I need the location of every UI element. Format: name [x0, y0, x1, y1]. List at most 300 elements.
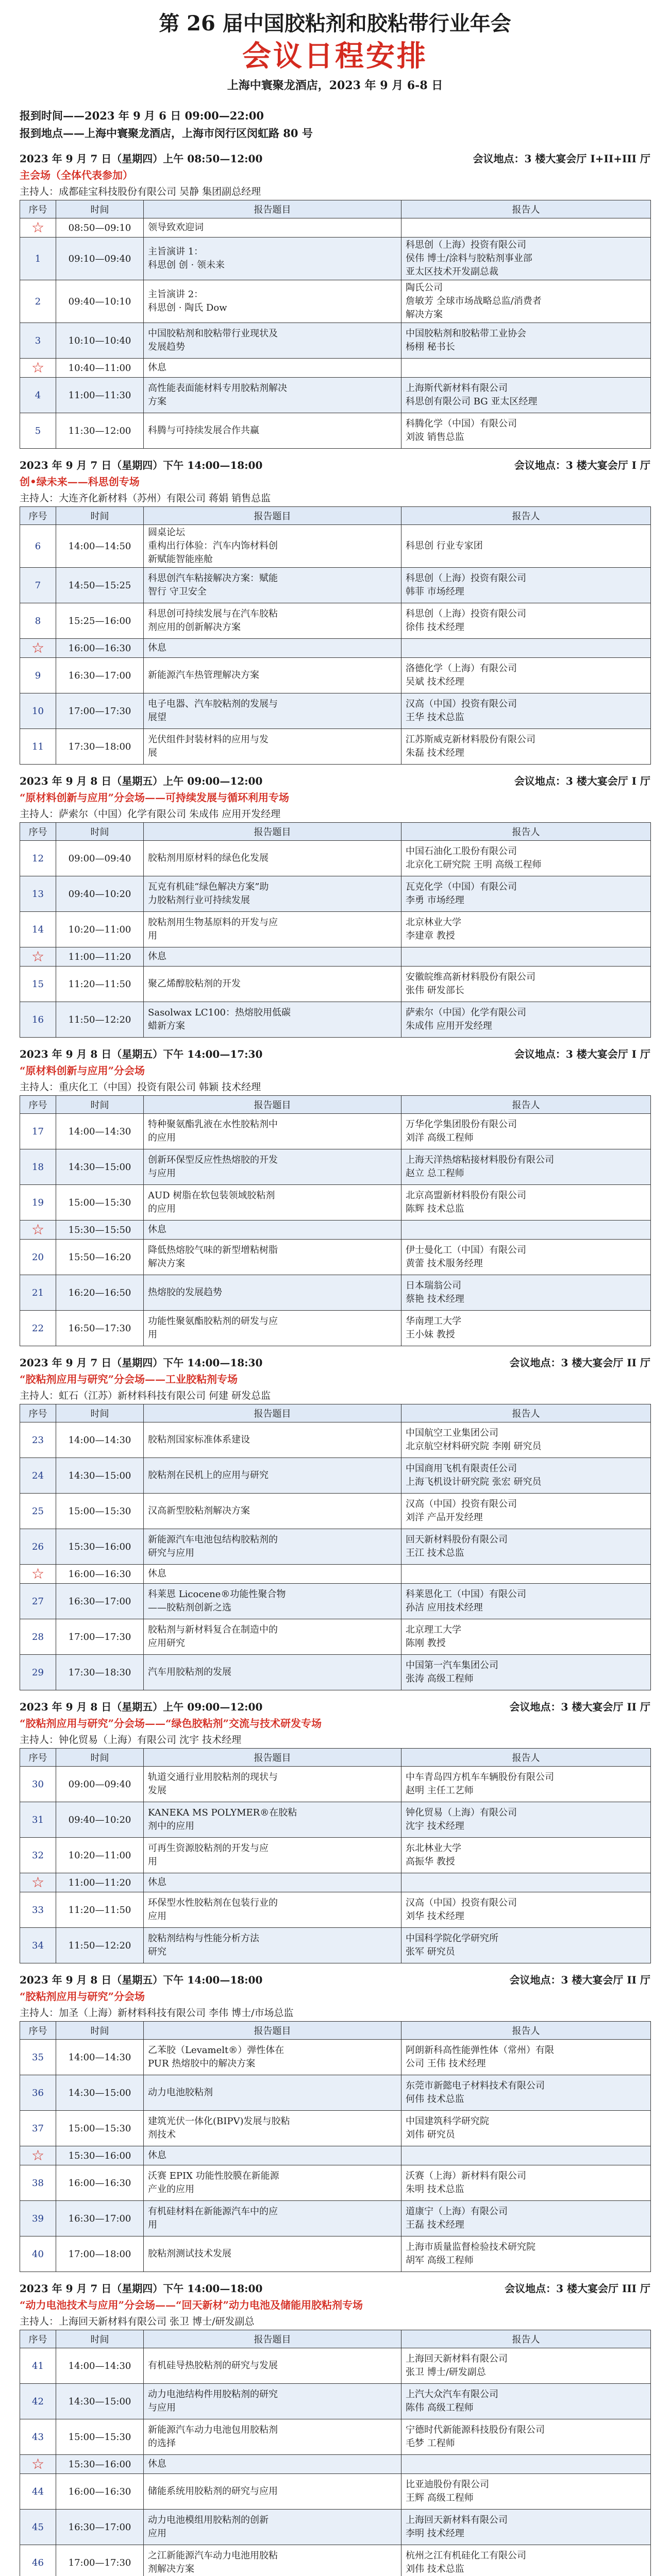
table-row [20, 1767, 651, 1802]
column-header: 序号 [20, 1096, 56, 1114]
speaker-line: 沃赛（上海）新材料有限公司 [406, 2171, 526, 2181]
row-topic [144, 1892, 401, 1928]
speaker-line: 比亚迪股份有限公司 [406, 2479, 489, 2490]
column-header: 报告题目 [144, 507, 401, 525]
topic-line: 的应用 [148, 1132, 176, 1143]
row-time: 16:30—17:00 [56, 2510, 144, 2545]
speaker-line: 赵明 主任工艺师 [406, 1785, 474, 1796]
topic-line: 发展 [148, 1785, 166, 1796]
table-row [20, 947, 651, 967]
row-topic [144, 359, 401, 378]
speaker-line: 中国石油化工股份有限公司 [406, 846, 517, 857]
row-topic [144, 876, 401, 912]
schedule-table [20, 822, 651, 1038]
session-block [0, 150, 670, 457]
row-number [20, 218, 56, 238]
table-header-row [20, 200, 651, 218]
speaker-line: 科思创（上海）投资有限公司 [406, 608, 526, 619]
row-number [20, 1494, 56, 1529]
topic-line: 产业的应用 [148, 2184, 194, 2195]
row-number [20, 2455, 56, 2474]
schedule-title: 会议日程安排 [242, 39, 428, 73]
row-speaker [401, 2384, 651, 2419]
topic-line: 汉高新型胶粘剂解决方案 [148, 1505, 250, 1516]
row-index: 39 [32, 2213, 44, 2224]
topic-line: ——胶粘剂创新之选 [148, 1602, 231, 1613]
row-speaker [401, 280, 651, 323]
speaker-line: 刘华 技术经理 [406, 1911, 464, 1922]
row-index: 44 [32, 2486, 44, 2497]
row-speaker [401, 2455, 651, 2474]
row-time: 15:50—16:20 [56, 1240, 144, 1275]
row-number [20, 1584, 56, 1619]
row-number [20, 378, 56, 413]
table-row [20, 2510, 651, 2545]
row-number [20, 238, 56, 280]
speaker-line: 刘伟 技术总监 [406, 2564, 464, 2574]
session-place: 会议地点：3 楼大宴会厅 I 厅 [514, 775, 650, 787]
row-topic [144, 603, 401, 639]
row-topic [144, 1928, 401, 1963]
session-place: 会议地点：3 楼大宴会厅 II 厅 [509, 1974, 650, 1986]
row-speaker [401, 693, 651, 729]
topic-line: 主旨演讲 2： [148, 289, 204, 300]
speaker-line: 王华 技术总监 [406, 712, 464, 723]
session-time [0, 1046, 670, 1062]
schedule-table [20, 506, 651, 765]
column-header: 时间 [56, 200, 144, 218]
speaker-line: 张军 研究员 [406, 1946, 455, 1957]
row-speaker [401, 1655, 651, 1690]
row-time: 14:00—14:30 [56, 2040, 144, 2075]
topic-line: 用 [148, 930, 157, 941]
row-speaker [401, 1458, 651, 1494]
row-time: 16:00—16:30 [56, 1565, 144, 1584]
row-time: 10:10—10:40 [56, 323, 144, 359]
session-chair: 主持人：大连齐化新材料（苏州）有限公司 蒋娟 销售总监 [20, 493, 271, 504]
session-time [0, 2280, 670, 2297]
row-index: 18 [32, 1161, 44, 1173]
row-speaker [401, 218, 651, 238]
speaker-line: 宁德时代新能源科技股份有限公司 [406, 2425, 545, 2435]
topic-line: 新能源汽车动力电池包用胶粘剂 [148, 2425, 278, 2435]
row-speaker [401, 1802, 651, 1838]
topic-line: 剂中的应用 [148, 1821, 194, 1832]
topic-line: 剂解决方案 [148, 2564, 194, 2574]
row-speaker [401, 378, 651, 413]
row-topic [144, 2474, 401, 2510]
speaker-line: 阿朗新科高性能弹性体（常州）有限 [406, 2045, 554, 2056]
table-row [20, 2545, 651, 2576]
table-row [20, 238, 651, 280]
topic-line: 休息 [148, 362, 166, 373]
session-place: 会议地点：3 楼大宴会厅 II 厅 [509, 1357, 650, 1369]
row-speaker [401, 639, 651, 658]
topic-line: AUD 树脂在软包装领域胶粘剂 [148, 1190, 275, 1201]
session-place: 会议地点：3 楼大宴会厅 II 厅 [509, 1701, 650, 1713]
session-track: “原材料创新与应用”分会场——可持续发展与循环利用专场 [20, 791, 290, 804]
row-speaker [401, 2474, 651, 2510]
speaker-line: 刘洋 高级工程师 [406, 1132, 474, 1143]
row-topic [144, 693, 401, 729]
column-header: 报告题目 [144, 2022, 401, 2040]
row-time: 09:40—10:20 [56, 1802, 144, 1838]
speaker-line: 杭州之江有机硅化工有限公司 [406, 2550, 526, 2561]
topic-line: 方案 [148, 396, 166, 407]
speaker-line: 杨栩 秘书长 [406, 342, 455, 352]
row-topic [144, 1565, 401, 1584]
row-number [20, 1802, 56, 1838]
speaker-line: 万华化学集团股份有限公司 [406, 1119, 517, 1130]
row-index: 6 [35, 540, 41, 552]
table-row [20, 729, 651, 765]
speaker-line: 沈宇 技术经理 [406, 1821, 464, 1832]
topic-line: 重构出行体验：汽车内饰材料创 [148, 540, 278, 551]
topic-line: 高性能表面能材料专用胶粘剂解决 [148, 383, 287, 394]
row-topic [144, 2384, 401, 2419]
topic-line: 主旨演讲 1： [148, 246, 204, 257]
topic-line: 瓦克有机硅“绿色解决方案”助 [148, 882, 269, 892]
row-speaker [401, 323, 651, 359]
row-time: 08:50—09:10 [56, 218, 144, 238]
row-number [20, 841, 56, 876]
speaker-line: 中国第一汽车集团公司 [406, 1660, 498, 1671]
speaker-line: 高振华 教授 [406, 1856, 455, 1867]
row-index: 13 [32, 888, 44, 900]
row-speaker [401, 1928, 651, 1963]
speaker-line: 陈伟 高级工程师 [406, 2402, 474, 2413]
row-number [20, 2165, 56, 2201]
column-header: 序号 [20, 507, 56, 525]
sessions-container [0, 150, 670, 2576]
row-index: 27 [32, 1596, 44, 1607]
row-speaker [401, 2236, 651, 2272]
row-topic [144, 2075, 401, 2111]
session-date: 2023 年 9 月 8 日（星期五）上午 09:00—12:00 [20, 775, 263, 787]
table-header-row [20, 2022, 651, 2040]
row-topic [144, 323, 401, 359]
row-speaker [401, 603, 651, 639]
session-date: 2023 年 9 月 7 日（星期四）下午 14:00—18:00 [20, 2282, 263, 2295]
row-number [20, 2474, 56, 2510]
row-number [20, 639, 56, 658]
speaker-line: 华南理工大学 [406, 1316, 461, 1327]
row-speaker [401, 2348, 651, 2384]
row-number [20, 2075, 56, 2111]
topic-line: 应用研究 [148, 1638, 185, 1649]
row-topic [144, 947, 401, 967]
row-speaker [401, 238, 651, 280]
row-topic [144, 1767, 401, 1802]
speaker-line: 张卫 博士/研发副总 [406, 2367, 486, 2378]
row-number [20, 2111, 56, 2146]
speaker-line: 回天新材料股份有限公司 [406, 1534, 508, 1545]
row-speaker [401, 912, 651, 947]
row-time: 14:30—15:00 [56, 2384, 144, 2419]
row-topic [144, 2111, 401, 2146]
topic-line: 科思创 · 陶氏 Dow [148, 302, 227, 313]
speaker-line: 上海市质量监督检验技术研究院 [406, 2242, 535, 2252]
row-number [20, 1619, 56, 1655]
conference-info: 上海中寰聚龙酒店，2023 年 9 月 6-8 日 [227, 79, 443, 92]
row-speaker [401, 947, 651, 967]
topic-line: KANEKA MS POLYMER®在胶粘 [148, 1807, 297, 1818]
speaker-line: 张涛 高级工程师 [406, 1673, 474, 1684]
topic-line: 中国胶粘剂和胶粘带行业现状及 [148, 328, 278, 339]
row-index: 31 [32, 1814, 44, 1825]
topic-line: 之江新能源汽车动力电池用胶粘 [148, 2550, 278, 2561]
topic-line: 轨道交通行业用胶粘剂的现状与 [148, 1772, 278, 1783]
column-header: 报告人 [401, 2330, 651, 2348]
table-row [20, 2075, 651, 2111]
topic-line: 环保型水性胶粘剂在包装行业的 [148, 1897, 278, 1908]
topic-line: 领导致欢迎词 [148, 222, 204, 233]
row-topic [144, 639, 401, 658]
row-index: 45 [32, 2521, 44, 2533]
table-row [20, 413, 651, 449]
row-topic [144, 658, 401, 693]
row-speaker [401, 841, 651, 876]
topic-line: 热熔胶的发展趋势 [148, 1287, 222, 1298]
row-speaker [401, 2545, 651, 2576]
row-time: 14:30—15:00 [56, 2075, 144, 2111]
row-speaker [401, 967, 651, 1002]
row-speaker [401, 568, 651, 603]
speaker-line: 科思创 行业专家团 [406, 540, 483, 551]
row-time: 17:30—18:00 [56, 729, 144, 765]
session-chair: 主持人：成都硅宝科技股份有限公司 吴静 集团副总经理 [20, 186, 261, 197]
row-speaker [401, 525, 651, 568]
row-index: 16 [32, 1014, 44, 1025]
row-index: 5 [35, 425, 41, 436]
row-topic [144, 1529, 401, 1565]
table-header-row [20, 823, 651, 841]
speaker-line: 东北林业大学 [406, 1843, 461, 1854]
row-speaker [401, 2146, 651, 2165]
table-row [20, 359, 651, 378]
row-index: 4 [35, 389, 41, 401]
speaker-line: 陈辉 技术总监 [406, 1204, 464, 1214]
table-row [20, 1494, 651, 1529]
session-chair: 主持人：钟化贸易（上海）有限公司 沈宇 技术经理 [20, 1734, 242, 1745]
table-header-row [20, 1096, 651, 1114]
row-topic [144, 1275, 401, 1311]
row-topic [144, 378, 401, 413]
row-time: 17:00—17:30 [56, 693, 144, 729]
column-header: 时间 [56, 2330, 144, 2348]
row-speaker [401, 2510, 651, 2545]
row-topic [144, 1185, 401, 1221]
session-place: 会议地点：3 楼大宴会厅 III 厅 [505, 2282, 650, 2295]
speaker-line: 道康宁（上海）有限公司 [406, 2206, 508, 2217]
row-number [20, 1928, 56, 1963]
speaker-line: 吴斌 技术经理 [406, 676, 464, 687]
topic-line: 与应用 [148, 2402, 176, 2413]
row-time: 11:50—12:20 [56, 1928, 144, 1963]
row-speaker [401, 1619, 651, 1655]
row-number [20, 1221, 56, 1240]
table-row [20, 2040, 651, 2075]
column-header: 报告题目 [144, 1096, 401, 1114]
topic-line: 用 [148, 1329, 157, 1340]
row-topic [144, 1619, 401, 1655]
table-row [20, 218, 651, 238]
row-number [20, 658, 56, 693]
row-time: 16:00—16:30 [56, 2165, 144, 2201]
row-time: 15:30—15:50 [56, 1221, 144, 1240]
table-row [20, 693, 651, 729]
speaker-line: 上海斯代新材料有限公司 [406, 383, 508, 394]
speaker-line: 侯伟 博士/涂料与胶粘剂事业部 [406, 253, 532, 264]
session-time [0, 1354, 670, 1371]
topic-line: 胶粘剂用生物基原料的开发与应 [148, 917, 278, 928]
speaker-line: 中国科学院化学研究所 [406, 1933, 498, 1944]
row-index: 41 [32, 2360, 44, 2371]
row-number [20, 413, 56, 449]
row-speaker [401, 1873, 651, 1892]
row-index: 29 [32, 1667, 44, 1678]
row-speaker [401, 1221, 651, 1240]
topic-line: 力胶粘剂行业可持续发展 [148, 895, 250, 906]
table-row [20, 1002, 651, 1038]
topic-line: 休息 [148, 2150, 166, 2161]
row-time: 16:00—16:30 [56, 2474, 144, 2510]
row-speaker [401, 359, 651, 378]
speaker-line: 胡军 高级工程师 [406, 2255, 474, 2266]
row-number [20, 1422, 56, 1458]
row-number [20, 568, 56, 603]
column-header: 时间 [56, 2022, 144, 2040]
session-block [0, 1046, 670, 1354]
session-chair: 主持人：萨索尔（中国）化学有限公司 朱成伟 应用开发经理 [20, 808, 281, 820]
topic-line: 特种聚氨酯乳液在水性胶粘剂中 [148, 1119, 278, 1130]
row-index: 34 [32, 1940, 44, 1951]
row-topic [144, 218, 401, 238]
speaker-line: 刘洋 产品开发经理 [406, 1512, 483, 1523]
row-speaker [401, 1584, 651, 1619]
row-time: 09:00—09:40 [56, 1767, 144, 1802]
row-index: 36 [32, 2087, 44, 2098]
speaker-line: 王江 技术总监 [406, 1548, 464, 1558]
speaker-line: 詹敏芳 全球市场战略总监/消费者 [406, 296, 542, 307]
row-number [20, 2510, 56, 2545]
column-header: 序号 [20, 1749, 56, 1767]
table-row [20, 2111, 651, 2146]
row-topic [144, 841, 401, 876]
row-time: 17:00—18:00 [56, 2236, 144, 2272]
topic-line: 功能性聚氨酯胶粘剂的研发与应 [148, 1316, 278, 1327]
row-time: 11:00—11:20 [56, 947, 144, 967]
row-topic [144, 1584, 401, 1619]
row-number [20, 1565, 56, 1584]
row-index: 14 [32, 924, 44, 935]
speaker-line: 伊士曼化工（中国）有限公司 [406, 1245, 526, 1256]
topic-line: 汽车用胶粘剂的发展 [148, 1667, 231, 1677]
row-topic [144, 1311, 401, 1346]
row-topic [144, 1422, 401, 1458]
column-header: 报告题目 [144, 1749, 401, 1767]
row-time: 16:00—16:30 [56, 639, 144, 658]
speaker-line: 刘波 销售总监 [406, 432, 464, 443]
table-row [20, 1221, 651, 1240]
star-icon: ☆ [31, 948, 45, 965]
row-index: 8 [35, 615, 41, 626]
row-time: 14:00—14:30 [56, 1114, 144, 1149]
topic-line: 应用 [148, 1911, 166, 1922]
speaker-line: 何伟 技术总监 [406, 2094, 464, 2105]
speaker-line: 陈刚 教授 [406, 1638, 446, 1649]
row-index: 11 [32, 741, 44, 752]
row-time: 16:30—17:00 [56, 2201, 144, 2236]
topic-line: 研究 [148, 1946, 166, 1957]
table-row [20, 280, 651, 323]
topic-line: 休息 [148, 2459, 166, 2469]
row-number [20, 323, 56, 359]
row-speaker [401, 1565, 651, 1584]
column-header: 时间 [56, 823, 144, 841]
row-number [20, 1114, 56, 1149]
schedule-table [20, 200, 651, 449]
topic-line: 降低热熔胶气味的新型增粘树脂 [148, 1245, 278, 1256]
row-time: 15:30—16:00 [56, 1529, 144, 1565]
speaker-line: 安徽皖维高新材料股份有限公司 [406, 972, 535, 982]
table-row [20, 967, 651, 1002]
row-time: 16:50—17:30 [56, 1311, 144, 1346]
row-number [20, 280, 56, 323]
session-chair: 主持人：虹石（江苏）新材料科技有限公司 何建 研发总监 [20, 1390, 271, 1401]
table-row [20, 1275, 651, 1311]
column-header: 序号 [20, 823, 56, 841]
row-number [20, 1458, 56, 1494]
column-header: 报告人 [401, 2022, 651, 2040]
row-speaker [401, 2419, 651, 2455]
column-header: 序号 [20, 200, 56, 218]
topic-line: 科思创 创 · 领未来 [148, 260, 225, 270]
row-index: 23 [32, 1434, 44, 1446]
session-time [0, 150, 670, 167]
table-header-row [20, 1404, 651, 1422]
row-number [20, 1240, 56, 1275]
row-index: 37 [32, 2123, 44, 2134]
row-number [20, 1892, 56, 1928]
session-track: “动力电池技术与应用”分会场——“回天新材”动力电池及储能用胶粘剂专场 [20, 2299, 363, 2311]
table-row [20, 1838, 651, 1873]
topic-line: 休息 [148, 642, 166, 653]
topic-line: 聚乙烯醇胶粘剂的开发 [148, 978, 241, 989]
topic-line: 电子电器、汽车胶粘剂的发展与 [148, 699, 278, 709]
session-time [0, 1699, 670, 1715]
row-number [20, 1275, 56, 1311]
topic-line: 储能系统用胶粘剂的研究与应用 [148, 2486, 278, 2497]
topic-line: 胶粘剂测试技术发展 [148, 2248, 231, 2259]
speaker-line: 北京林业大学 [406, 917, 461, 928]
row-speaker [401, 1422, 651, 1458]
speaker-line: 黄蕾 技术服务经理 [406, 1258, 483, 1269]
table-row [20, 1422, 651, 1458]
topic-line: 科思创汽车粘接解决方案：赋能 [148, 573, 278, 584]
session-block [0, 1699, 670, 1972]
table-row [20, 525, 651, 568]
topic-line: 光伏组件封装材料的应用与发 [148, 734, 269, 745]
row-time: 11:00—11:20 [56, 1873, 144, 1892]
row-time: 14:00—14:30 [56, 2348, 144, 2384]
table-row [20, 1529, 651, 1565]
table-row [20, 1928, 651, 1963]
topic-line: 有机硅导热胶粘剂的研究与发展 [148, 2360, 278, 2371]
star-icon: ☆ [31, 219, 45, 236]
table-row [20, 876, 651, 912]
row-index: 10 [32, 705, 44, 717]
